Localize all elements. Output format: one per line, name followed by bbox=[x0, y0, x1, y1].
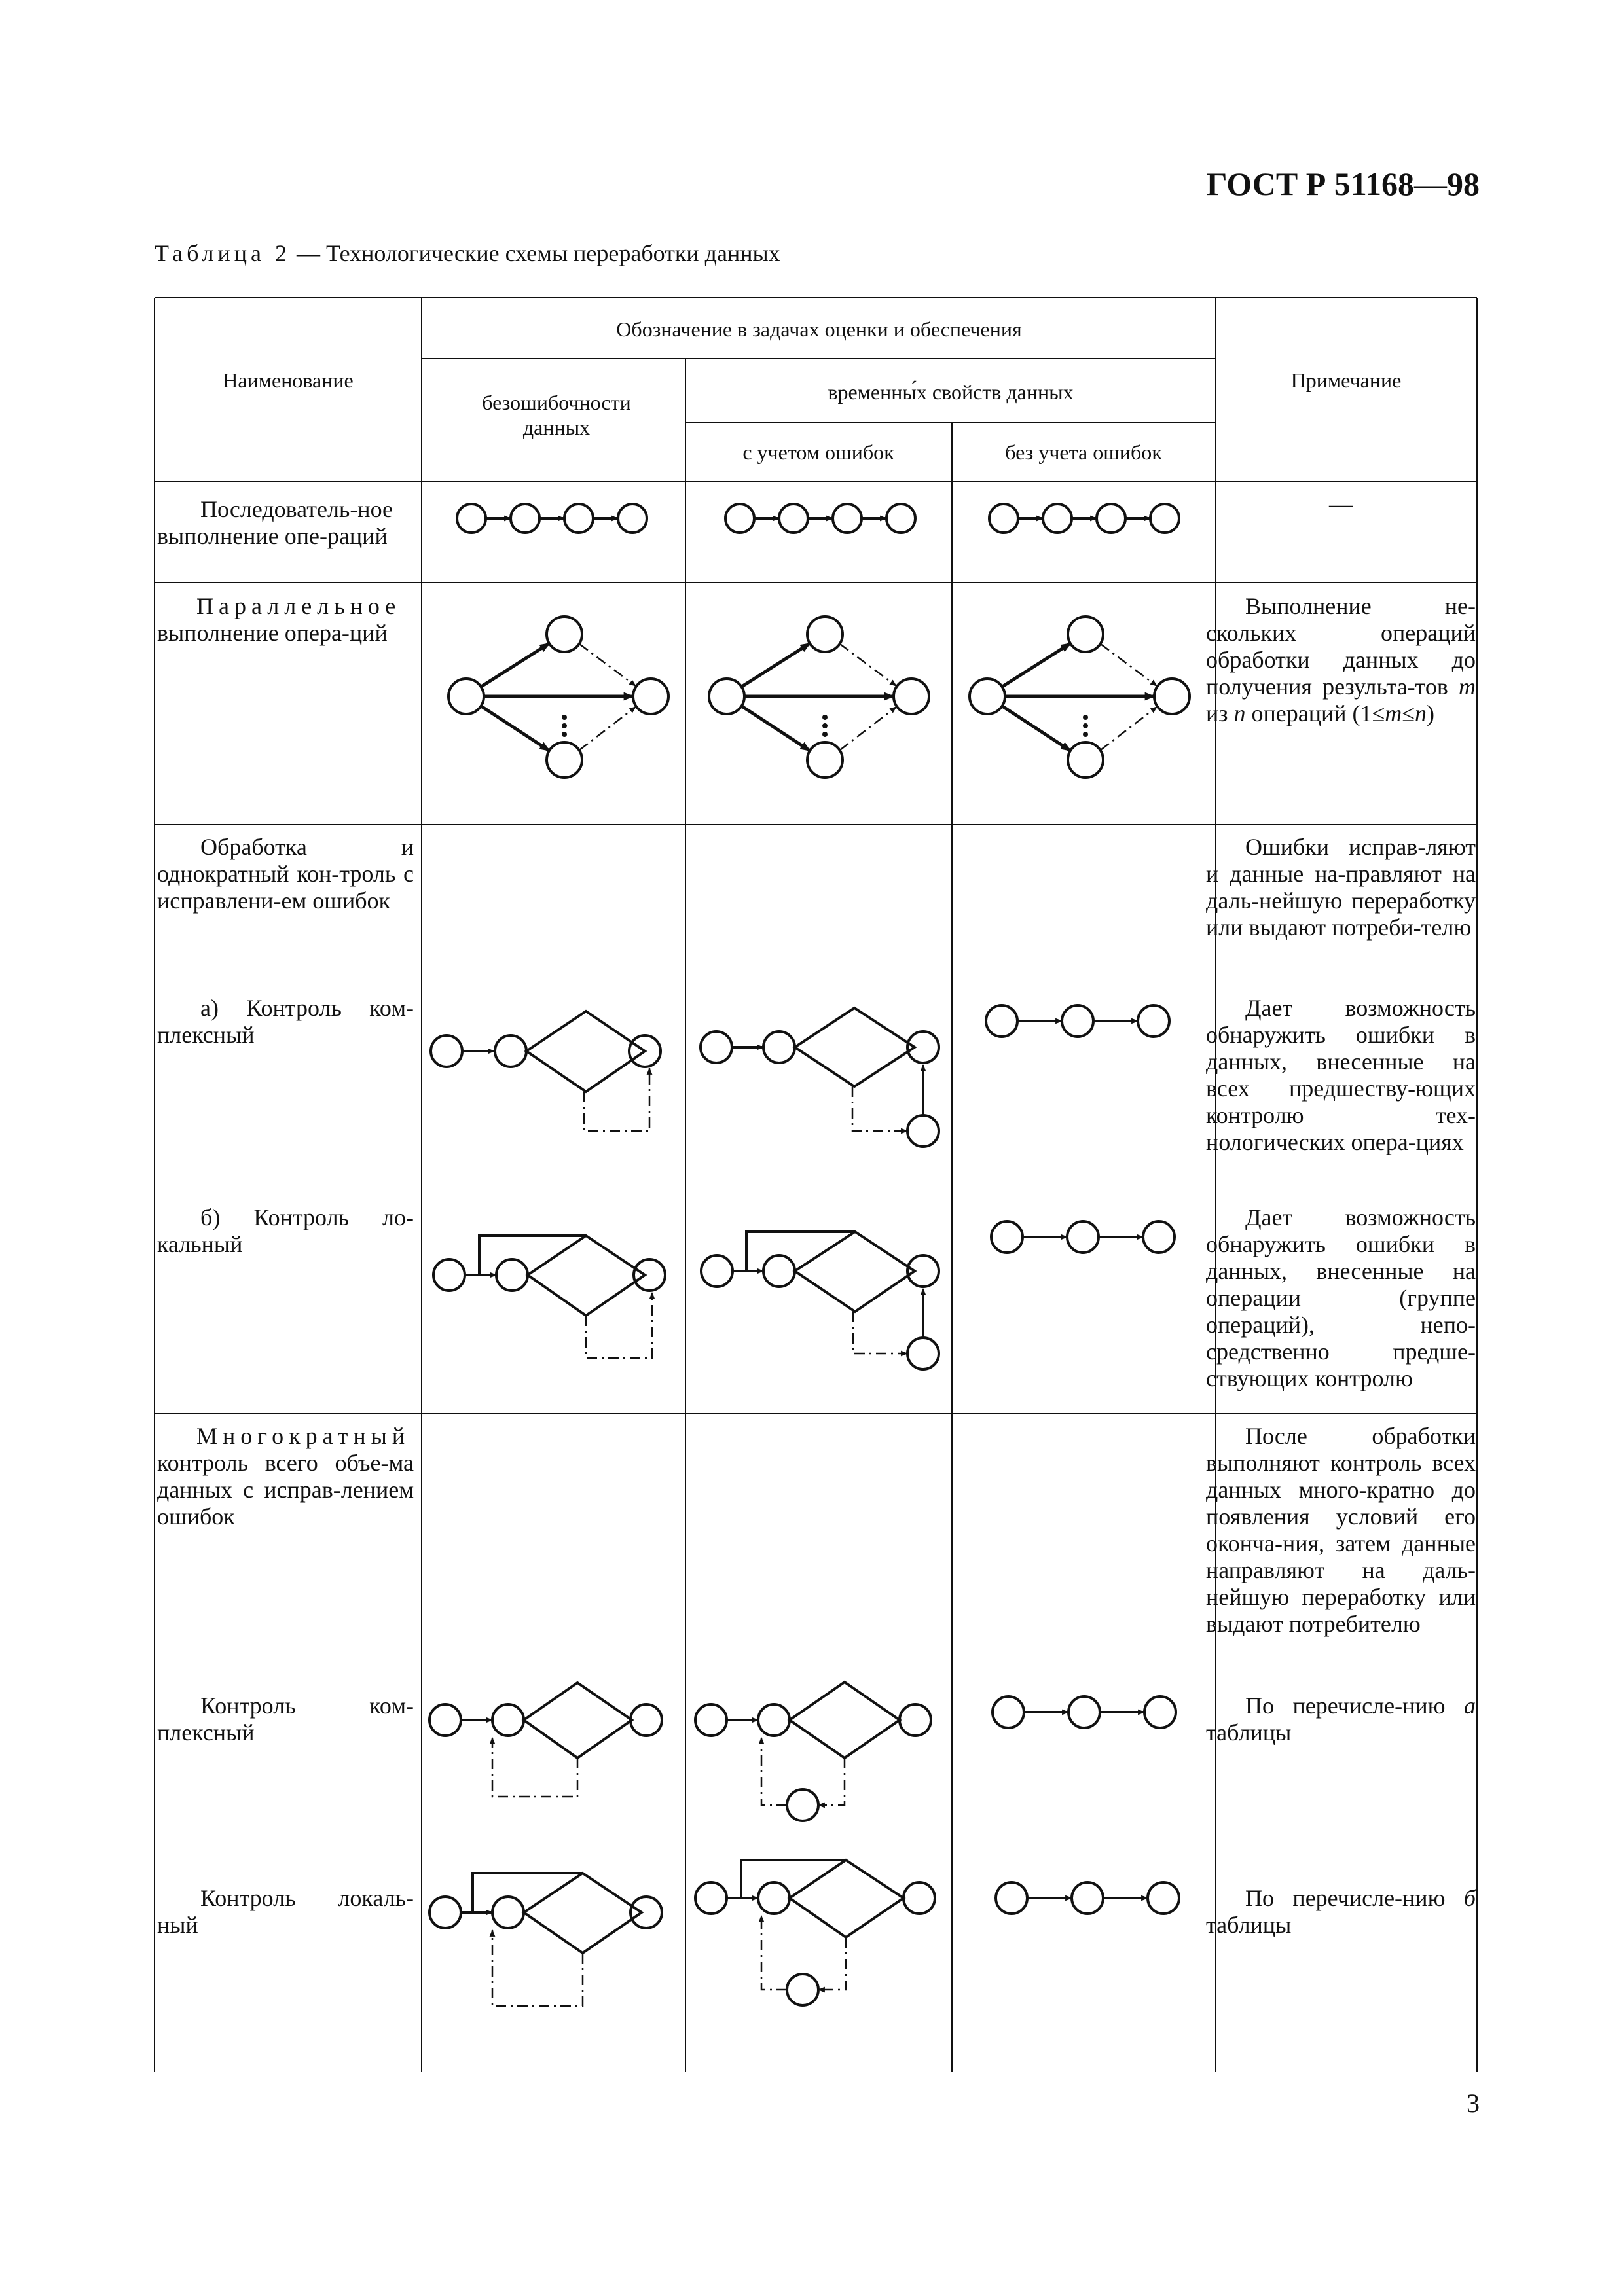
row-parallel-name-rest: выполнение опера-ций bbox=[157, 620, 388, 646]
row-single-local-name: б) Контроль ло-кальный bbox=[157, 1204, 414, 1257]
row-single-local-note: Дает возможность обнаружить ошибки в данных, внесенные на операции (группе операций), непо-средственно предше-ствующих контролю bbox=[1206, 1204, 1476, 1391]
table-caption-text: Технологические схемы переработки данных bbox=[325, 240, 780, 266]
row-multi-control-name bbox=[157, 1423, 414, 1530]
diagram-single-local-reliability bbox=[433, 1236, 665, 1358]
diagram-multi-complex-with-errors bbox=[695, 1682, 931, 1821]
diagram-multi-complex-without-errors bbox=[993, 1696, 1176, 1728]
row-parallel-note-m: m bbox=[1459, 673, 1476, 700]
row-multi-complex-note bbox=[1206, 1693, 1476, 1746]
diagram-single-complex-reliability bbox=[431, 1011, 661, 1131]
diagram-sequential-with-errors bbox=[725, 504, 915, 533]
diagram-single-local-without-errors bbox=[991, 1221, 1175, 1253]
row-parallel-note-n2: n bbox=[1415, 700, 1427, 726]
page-number: 3 bbox=[1467, 2089, 1480, 2118]
row-multi-complex-note-prefix: По перечисле-нию bbox=[1245, 1693, 1464, 1719]
header-reliability: безошибочности данных bbox=[482, 391, 631, 439]
row-multi-control-name-spaced: Многократный bbox=[196, 1423, 410, 1449]
diagram-multi-local-without-errors bbox=[996, 1882, 1179, 1914]
row-multi-control-name-rest: контроль всего объе-ма данных с исправ-лением ошибок bbox=[157, 1450, 414, 1530]
diagram-multi-local-with-errors bbox=[695, 1860, 935, 2005]
document-number: ГОСТ Р 51168—98 bbox=[1206, 166, 1480, 202]
diagram-single-local-with-errors bbox=[701, 1232, 939, 1369]
row-multi-complex-note-ref: а bbox=[1464, 1693, 1476, 1719]
row-parallel-note-close: ) bbox=[1427, 700, 1435, 726]
row-single-control-note: Ошибки исправ-ляют и данные на-правляют на даль-нейшую переработку или выдают потреби-телю bbox=[1206, 834, 1476, 941]
header-with-errors: с учетом ошибок bbox=[742, 440, 894, 464]
diagram-parallel-without-errors bbox=[970, 617, 1190, 778]
table-grid bbox=[155, 298, 1477, 2072]
row-multi-local-note bbox=[1206, 1885, 1476, 1939]
diagram-sequential-without-errors bbox=[989, 504, 1179, 533]
diagram-sequential-reliability bbox=[457, 504, 647, 533]
row-multi-control-note: После обработки выполняют контроль всех данных много-кратно до появления условий его оконча-ния, затем данные направляют на даль-нейшую переработку или выдают потребителю bbox=[1206, 1423, 1476, 1637]
row-parallel-note-from: из bbox=[1206, 700, 1234, 726]
row-parallel-note-le: ≤ bbox=[1402, 700, 1415, 726]
row-multi-local-note-suffix: таблицы bbox=[1206, 1912, 1292, 1938]
header-name: Наименование bbox=[223, 368, 354, 392]
header-designation: Обозначение в задачах оценки и обеспечения bbox=[616, 317, 1022, 341]
row-multi-local-name: Контроль локаль-ный bbox=[157, 1885, 414, 1938]
row-parallel-name-spaced: Параллельное bbox=[196, 593, 401, 619]
diagram-parallel-reliability bbox=[448, 617, 668, 778]
header-without-errors: без учета ошибок bbox=[1005, 440, 1162, 464]
row-multi-complex-note-suffix: таблицы bbox=[1206, 1719, 1292, 1746]
row-single-complex-note: Дает возможность обнаружить ошибки в данных, внесенные на всех предшеству-ющих контролю тех-нологических опера-циях bbox=[1206, 995, 1476, 1155]
row-parallel-note bbox=[1206, 593, 1476, 727]
row-parallel-note-ops: операций (1≤ bbox=[1245, 700, 1385, 726]
table-caption-separator: — bbox=[290, 240, 326, 266]
row-sequential-note: — bbox=[1329, 491, 1353, 517]
diagram-parallel-with-errors bbox=[709, 617, 929, 778]
row-single-complex-name: а) Контроль ком-плексный bbox=[157, 995, 414, 1048]
row-multi-local-note-ref: б bbox=[1463, 1885, 1476, 1911]
row-multi-local-note-prefix: По перечисле-нию bbox=[1245, 1885, 1464, 1911]
header-temporal: временны́х свойств данных bbox=[828, 380, 1074, 404]
row-parallel-note-m2: m bbox=[1385, 700, 1402, 726]
diagram-multi-local-reliability bbox=[429, 1873, 662, 2006]
diagram-single-complex-without-errors bbox=[986, 1005, 1169, 1037]
header-note: Примечание bbox=[1290, 368, 1402, 392]
diagram-multi-complex-reliability bbox=[429, 1683, 662, 1797]
row-multi-complex-name: Контроль ком-плексный bbox=[157, 1693, 414, 1746]
row-parallel-name bbox=[157, 593, 414, 647]
row-sequential-name: Последователь-ное выполнение опе-раций bbox=[157, 496, 393, 549]
row-parallel-note-main: Выполнение не-скольких операций обработки данных до получения результа-тов bbox=[1206, 593, 1476, 700]
row-parallel-note-n: n bbox=[1233, 700, 1246, 726]
table-caption-label: Таблица 2 bbox=[155, 240, 291, 266]
diagram-single-complex-with-errors bbox=[701, 1008, 939, 1147]
row-single-control-name: Обработка и однократный кон-троль с исправлени-ем ошибок bbox=[157, 834, 414, 914]
